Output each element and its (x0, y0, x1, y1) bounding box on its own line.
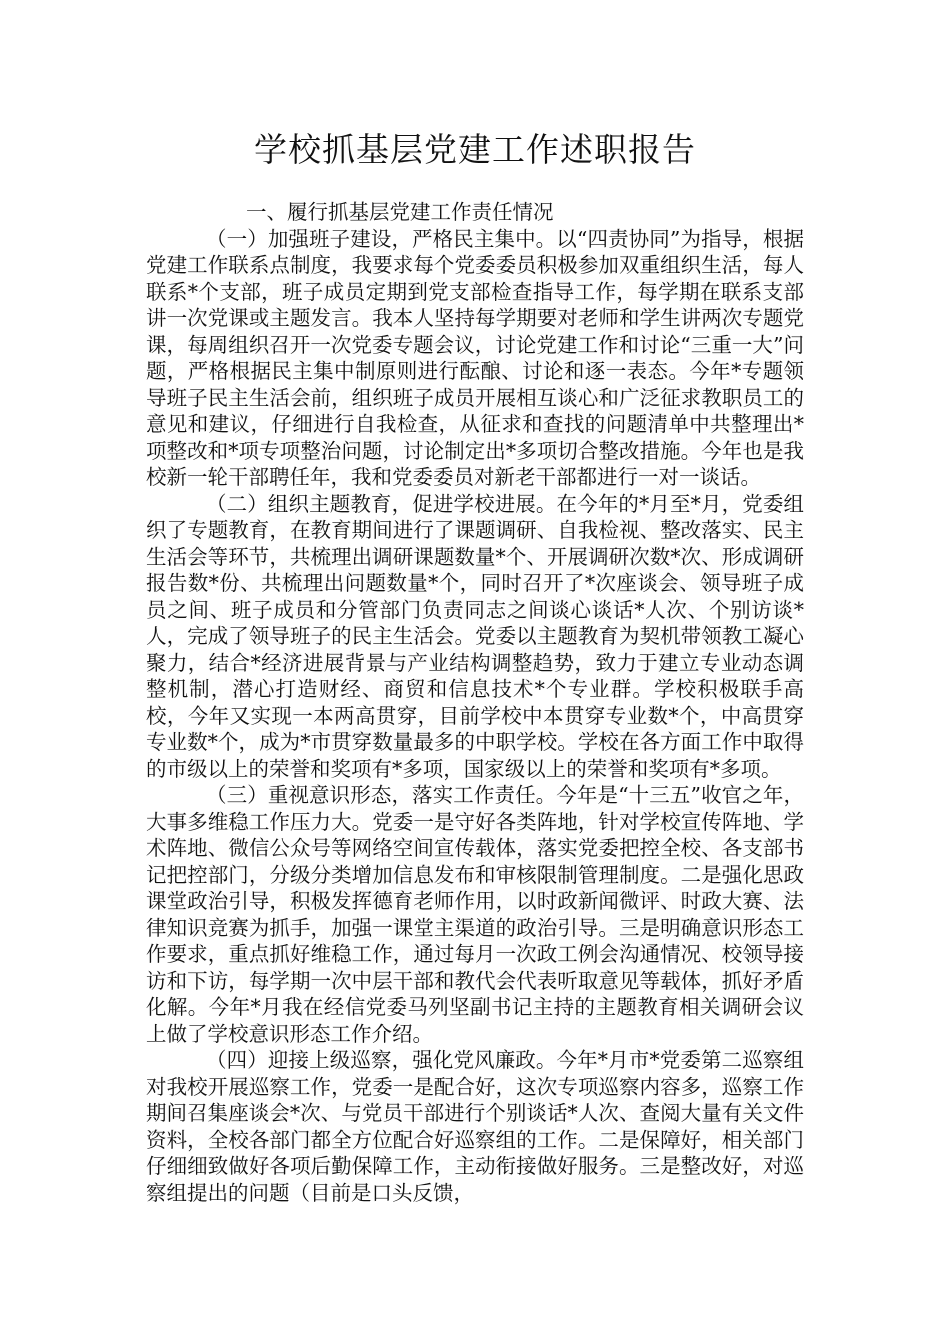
paragraph-4: （四）迎接上级巡察，强化党风廉政。今年*月市*党委第二巡察组对我校开展巡察工作，党委一是配合好，这次专项巡察内容多，巡察工作期间召集座谈会*次、与党员干部进行个别谈话*人次、查阅大量有关文件资料，全校各部门都全方位配合好巡察组的工作。二是保障好，相关部门仔细细致做好各项后勤保障工作，主动衔接做好服务。三是整改好，对巡察组提出的问题（目前是口头反馈， (146, 1048, 804, 1205)
paragraph-1: （一）加强班子建设，严格民主集中。以“四责协同”为指导，根据党建工作联系点制度，我要求每个党委委员积极参加双重组织生活，每人联系*个支部，班子成员定期到党支部检查指导工作，每学期在联系支部讲一次党课或主题发言。我本人坚持每学期要对老师和学生讲两次专题党课，每周组织召开一次党委专题会议，讨论党建工作和讨论“三重一大”问题，严格根据民主集中制原则进行酝酿、讨论和逐一表态。今年*专题领导班子民主生活会前，组织班子成员开展相互谈心和广泛征求教职员工的意见和建议，仔细进行自我检查，从征求和查找的问题清单中共整理出*项整改和*项专项整治问题，讨论制定出*多项切合整改措施。今年也是我校新一轮干部聘任年，我和党委委员对新老干部都进行一对一谈话。 (146, 226, 804, 489)
paragraph-3: （三）重视意识形态，落实工作责任。今年是“十三五”收官之年，大事多维稳工作压力大。党委一是守好各类阵地，针对学校宣传阵地、学术阵地、微信公众号等网络空间宣传载体，落实党委把控全校、各支部书记把控部门，分级分类增加信息发布和审核限制管理制度。二是强化思政课堂政治引导，积极发挥德育老师作用，以时政新闻微评、时政大赛、法律知识竞赛为抓手，加强一课堂主渠道的政治引导。三是明确意识形态工作要求，重点抓好维稳工作，通过每月一次政工例会沟通情况、校领导接访和下访，每学期一次中层干部和教代会代表听取意见等载体，抓好矛盾化解。今年*月我在经信党委马列坚副书记主持的主题教育相关调研会议上做了学校意识形态工作介绍。 (146, 783, 804, 1046)
section-heading: 一、履行抓基层党建工作责任情况 (246, 200, 554, 224)
paragraph-2: （二）组织主题教育，促进学校进展。在今年的*月至*月，党委组织了专题教育，在教育期间进行了课题调研、自我检视、整改落实、民主生活会等环节，共梳理出调研课题数量*个、开展调研次数*次、形成调研报告数*份、共梳理出问题数量*个，同时召开了*次座谈会、领导班子成员之间、班子成员和分管部门负责同志之间谈心谈话*人次、个别访谈*人，完成了领导班子的民主生活会。党委以主题教育为契机带领教工凝心聚力，结合*经济进展背景与产业结构调整趋势，致力于建立专业动态调整机制，潜心打造财经、商贸和信息技术*个专业群。学校积极联手高校，今年又实现一本两高贯穿，目前学校中本贯穿专业数*个，中高贯穿专业数*个，成为*市贯穿数量最多的中职学校。学校在各方面工作中取得的市级以上的荣誉和奖项有*多项，国家级以上的荣誉和奖项有*多项。 (146, 491, 804, 781)
document-title: 学校抓基层党建工作述职报告 (254, 130, 696, 169)
document-body (146, 199, 804, 1206)
